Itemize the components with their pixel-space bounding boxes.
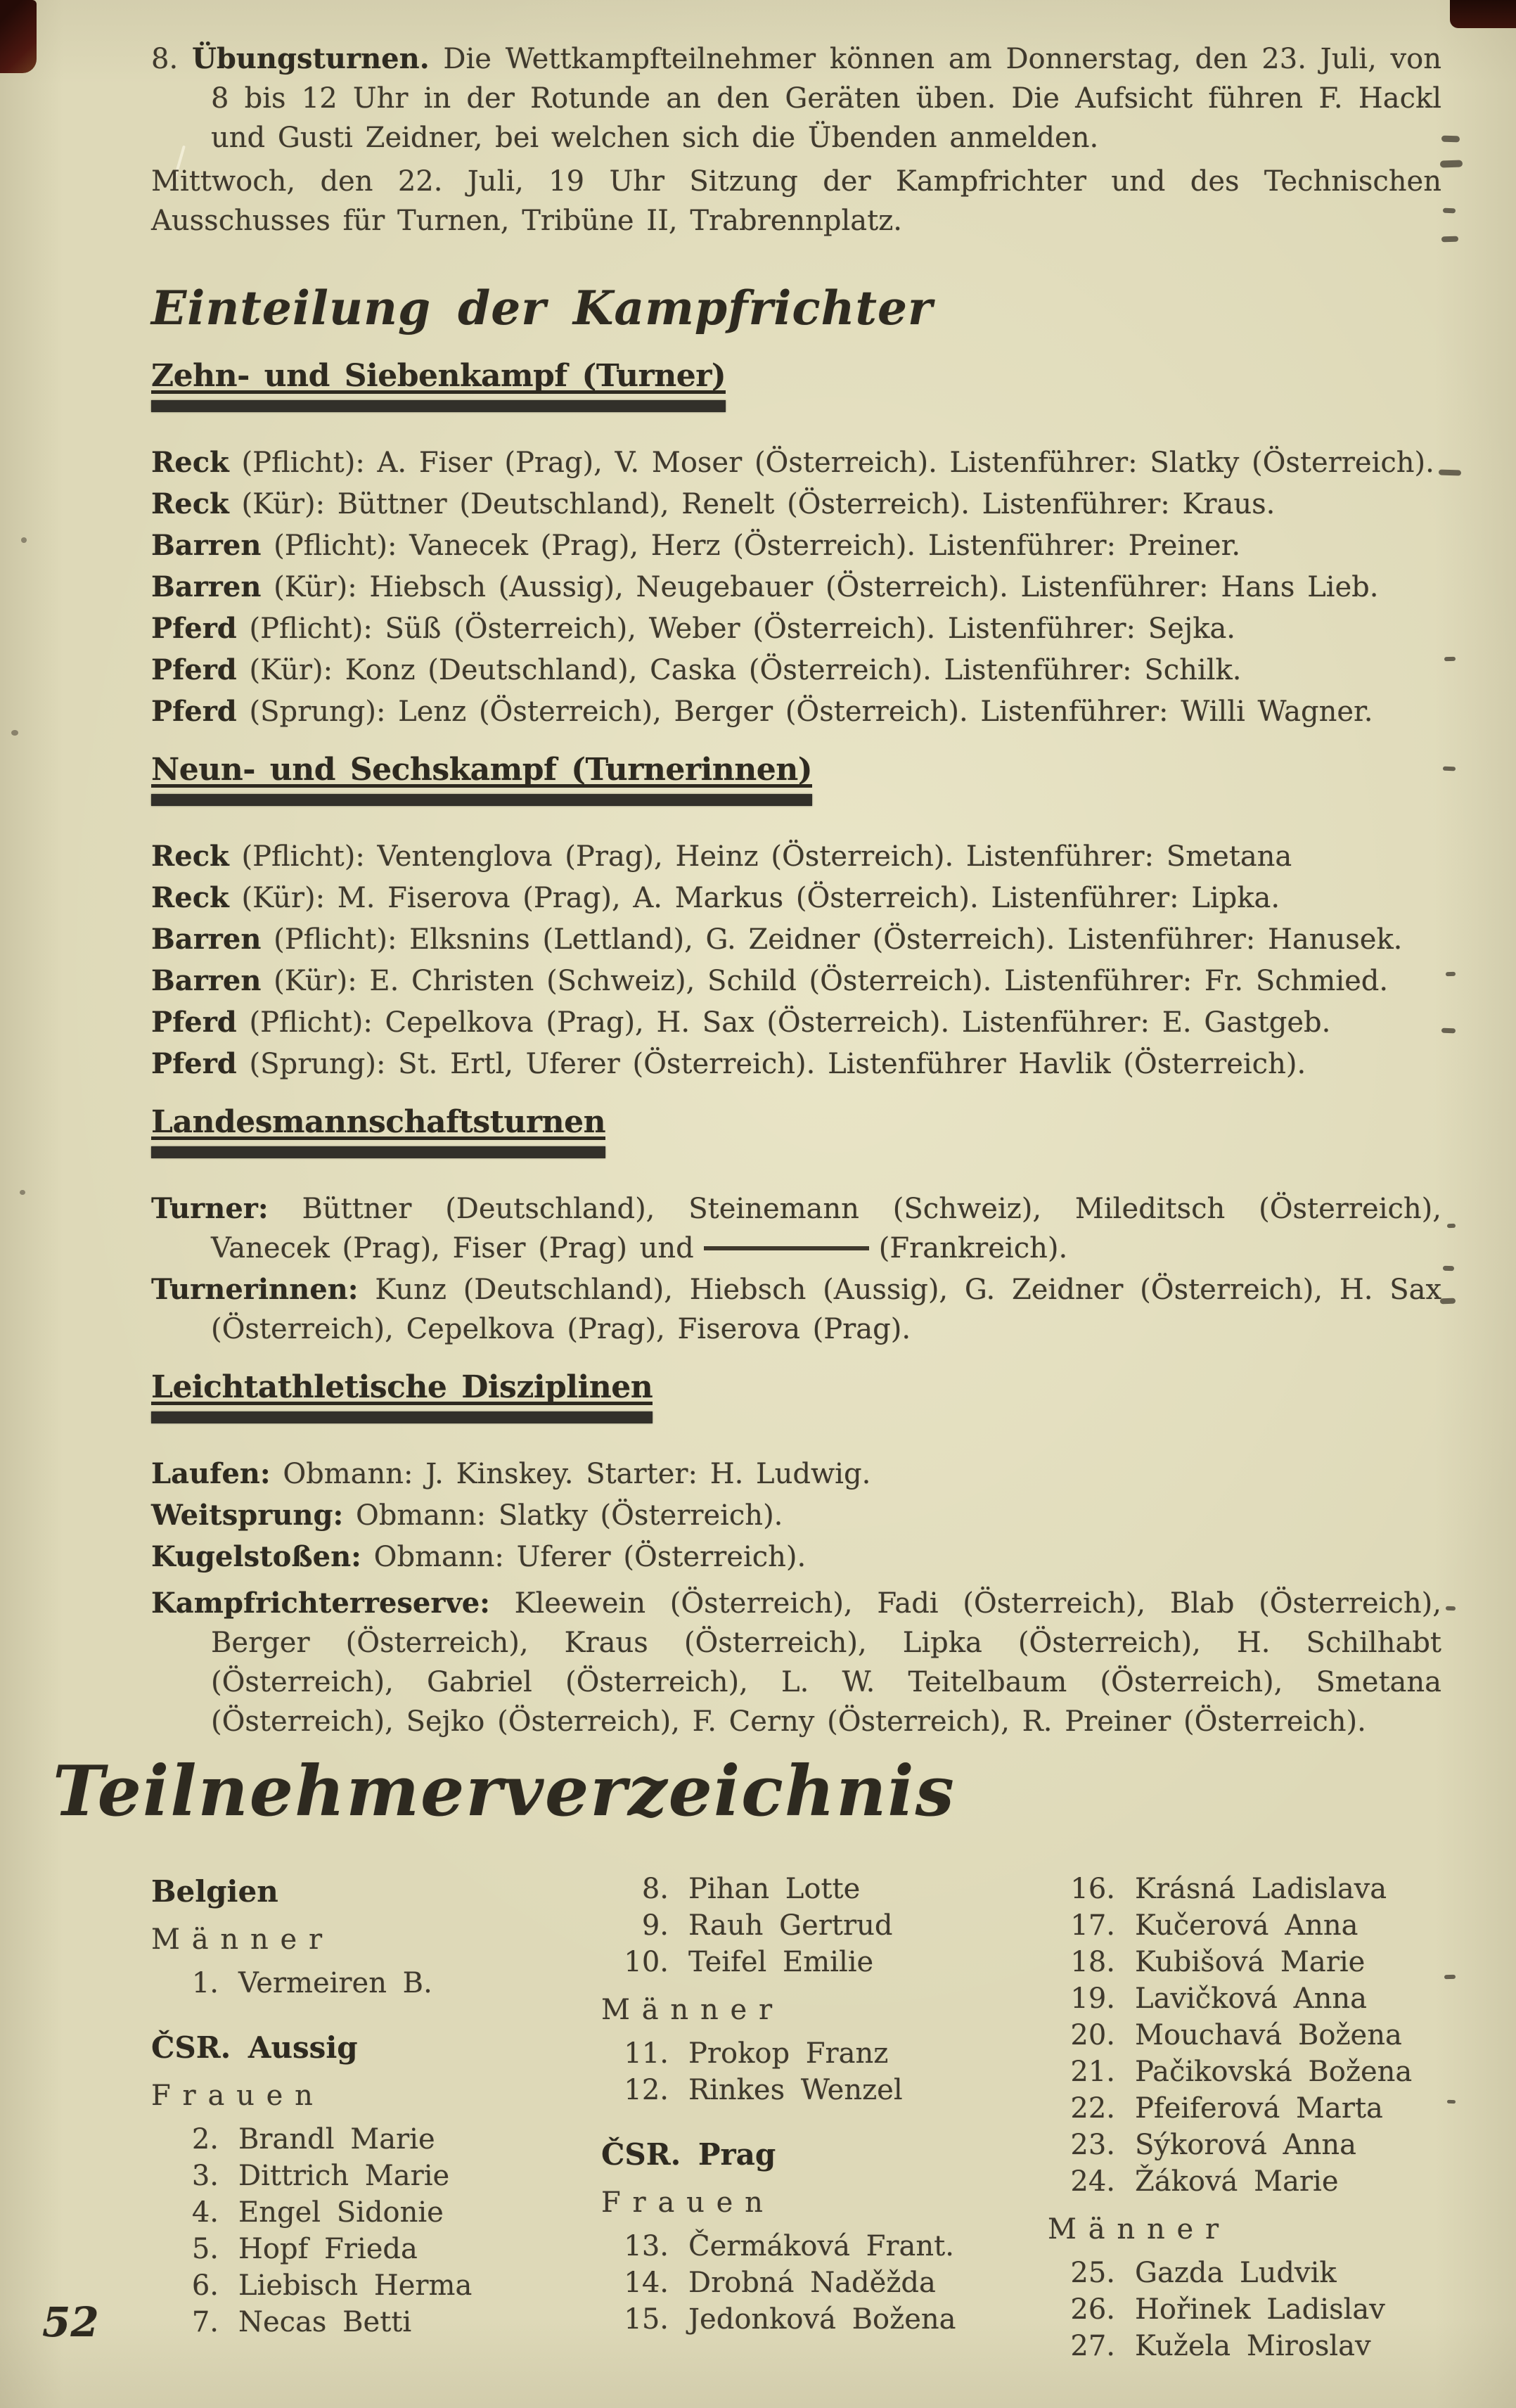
participant-number: 2. (191, 2123, 219, 2156)
participant-entry (1048, 2255, 1441, 2291)
gender-heading: Männer (1048, 2213, 1231, 2246)
participant-entry (151, 2304, 601, 2340)
participant-entry (1048, 1871, 1441, 1907)
participant-name: Kučerová Anna (1135, 1909, 1358, 1942)
assignment-label: Barren (151, 529, 262, 562)
participant-number: 11. (624, 2037, 669, 2070)
participants-column (1048, 1871, 1441, 2364)
participant-name: Žáková Marie (1135, 2165, 1339, 2198)
assignment-label: Reck (151, 446, 229, 479)
participant-entry (1048, 1907, 1441, 1944)
participant-entry (601, 1907, 1048, 1944)
scan-smudge (1440, 160, 1463, 167)
participant-number: 26. (1070, 2293, 1115, 2326)
participant-number: 10. (624, 1946, 669, 1978)
participant-number: 22. (1070, 2092, 1115, 2125)
participants-column (151, 1871, 601, 2340)
participant-number: 9. (641, 1909, 669, 1942)
participant-number: 4. (191, 2196, 219, 2229)
participant-name: Prokop Franz (688, 2037, 889, 2070)
participant-number: 6. (191, 2269, 219, 2302)
judges-group (151, 1370, 1441, 1741)
blank-name-rule (704, 1246, 869, 1250)
assignment-label: Reck (151, 487, 229, 520)
participant-entry (1048, 2017, 1441, 2054)
judges-section-title: Einteilung der Kampfrichter (151, 281, 933, 335)
assignment-label: Barren (151, 923, 262, 956)
judge-assignment-item: Barren (Pflicht): Vanecek (Prag), Herz (Österreich). Listenführer: Preiner. (151, 529, 1241, 562)
scan-smudge (1443, 1266, 1454, 1272)
judge-assignment-item: Barren (Kür): Hiebsch (Aussig), Neugebauer (Österreich). Listenführer: Hans Lieb. (151, 570, 1379, 603)
participant-entry (151, 2231, 601, 2267)
participant-number: 23. (1070, 2129, 1115, 2161)
participant-entry (1048, 1944, 1441, 1980)
scan-smudge (1441, 136, 1460, 143)
scan-smudge (1441, 236, 1458, 243)
participants-title: Teilnehmerverzeichnis (53, 1751, 956, 1832)
assignment-label: Pferd (151, 1006, 237, 1039)
judge-assignment-item: Reck (Pflicht): A. Fiser (Prag), V. Moser (Österreich). Listenführer: Slatky (Österreich). (151, 446, 1434, 479)
participant-entry (601, 2228, 1048, 2265)
assignment-label: Kampfrichterreserve: (151, 1587, 490, 1620)
participant-number: 18. (1070, 1946, 1115, 1978)
participant-entry (601, 1944, 1048, 1980)
paper-speck (11, 730, 18, 736)
participant-number: 16. (1070, 1873, 1115, 1905)
participant-name: Sýkorová Anna (1135, 2129, 1356, 2161)
gender-heading: Männer (151, 1923, 334, 1956)
participant-entry (151, 2158, 601, 2194)
participant-name: Drobná Naděžda (688, 2267, 936, 2299)
gender-heading: Frauen (151, 2080, 325, 2112)
group-heading: Zehn- und Siebenkampf (Turner) (151, 358, 726, 394)
assignment-label: Barren (151, 964, 262, 997)
assignment-label: Turner: (151, 1192, 269, 1225)
paper-speck (20, 1190, 25, 1195)
participant-name: Vermeiren B. (238, 1967, 432, 1999)
group-items (151, 1189, 1441, 1349)
scan-smudge (1444, 657, 1456, 662)
participant-number: 14. (624, 2267, 669, 2299)
participant-name: Pačikovská Božena (1135, 2056, 1413, 2088)
assignment-label: Turnerinnen: (151, 1273, 359, 1306)
judge-assignment-item: Pferd (Pflicht): Süß (Österreich), Weber (Österreich). Listenführer: Sejka. (151, 612, 1236, 645)
judge-assignment-item: Barren (Pflicht): Elksnins (Lettland), G. Zeidner (Österreich). Listenführer: Hanusek. (151, 923, 1403, 956)
judge-assignment-item: Reck (Kür): M. Fiserova (Prag), A. Markus (Österreich). Listenführer: Lipka. (151, 881, 1280, 914)
judge-assignment-item: Reck (Kür): Büttner (Deutschland), Renelt (Österreich). Listenführer: Kraus. (151, 487, 1276, 520)
gender-heading: Frauen (601, 2186, 775, 2219)
participant-number: 25. (1070, 2257, 1115, 2289)
participant-number: 19. (1070, 1983, 1115, 2015)
participant-name: Jedonková Božena (688, 2303, 956, 2336)
scan-mark-top-right (1450, 0, 1516, 28)
participant-name: Mouchavá Božena (1135, 2019, 1402, 2051)
participant-number: 27. (1070, 2330, 1115, 2362)
participant-number: 13. (624, 2230, 669, 2262)
assignment-label: Pferd (151, 1047, 237, 1080)
participant-name: Liebisch Herma (238, 2269, 473, 2302)
participant-number: 20. (1070, 2019, 1115, 2051)
intro-item-number: 8. (151, 43, 179, 75)
participant-name: Teifel Emilie (688, 1946, 874, 1978)
assignment-label: Pferd (151, 612, 237, 645)
participant-entry (601, 2035, 1048, 2072)
participant-entry (1048, 2090, 1441, 2127)
judge-assignment-item: Kampfrichterreserve: Kleewein (Österreich), Fadi (Österreich), Blab (Österreich), Berger (Österreich), Kraus (Österreich), Lipka (Österreich), H. Schilhabt (Österreich), Gabriel (Österreich), L. W. Teitelbaum (Österreich), Smetana (Österreich), Sejko (Österreich), F. Cerny (Österreich), R. Preiner (Österreich). (151, 1587, 1442, 1738)
participant-number: 5. (191, 2233, 219, 2265)
participant-name: Engel Sidonie (238, 2196, 444, 2229)
participant-number: 8. (641, 1873, 669, 1905)
participant-name: Pfeiferová Marta (1135, 2092, 1383, 2125)
judge-assignment-item: Pferd (Kür): Konz (Deutschland), Caska (Österreich). Listenführer: Schilk. (151, 653, 1242, 686)
assignment-label: Pferd (151, 695, 237, 728)
participant-name: Kužela Miroslav (1135, 2330, 1371, 2362)
country-heading: ČSR. Prag (601, 2137, 776, 2172)
participant-name: Dittrich Marie (238, 2160, 450, 2192)
participant-number: 24. (1070, 2165, 1115, 2198)
participant-entry (1048, 2127, 1441, 2163)
paper-speck (21, 537, 27, 543)
participant-name: Gazda Ludvik (1135, 2257, 1337, 2289)
gender-heading: Männer (601, 1994, 784, 2026)
group-heading: Landesmannschaftsturnen (151, 1104, 606, 1140)
judge-assignment-item: Turner: Büttner (Deutschland), Steinemann (Schweiz), Mileditsch (Österreich), Vanecek (Prag), Fiser (Prag) und (Frankreich). (151, 1192, 1441, 1264)
assignment-label: Reck (151, 881, 229, 914)
scan-smudge (1443, 208, 1456, 214)
participant-entry (151, 2121, 601, 2158)
scan-smudge (1447, 1224, 1456, 1228)
judge-assignment-item: Pferd (Sprung): St. Ertl, Uferer (Österreich). Listenführer Havlik (Österreich). (151, 1047, 1306, 1080)
scan-smudge (1440, 1298, 1456, 1305)
judge-assignment-item: Pferd (Pflicht): Cepelkova (Prag), H. Sax (Österreich). Listenführer: E. Gastgeb. (151, 1006, 1331, 1039)
participant-name: Brandl Marie (238, 2123, 435, 2156)
assignment-label: Pferd (151, 653, 237, 686)
assignment-label: Barren (151, 570, 262, 603)
participant-name: Čermáková Frant. (688, 2230, 954, 2262)
intro-item-text: Die Wettkampfteilnehmer können am Donnerstag, den 23. Juli, von 8 bis 12 Uhr in der Rotunde an den Geräten üben. Die Aufsicht führen F. Hackl und Gusti Zeidner, bei welchen sich die Übenden anmelden. (211, 43, 1441, 154)
participant-name: Necas Betti (238, 2306, 412, 2338)
participant-number: 15. (624, 2303, 669, 2336)
participant-entry (151, 2194, 601, 2231)
group-items (151, 837, 1441, 1084)
judges-group (151, 1105, 1441, 1349)
scan-smudge (1446, 1606, 1456, 1610)
participant-number: 17. (1070, 1909, 1115, 1942)
judge-assignment-item: Weitsprung: Obmann: Slatky (Österreich). (151, 1499, 783, 1532)
participant-number: 7. (191, 2306, 219, 2338)
country-heading: Belgien (151, 1874, 278, 1909)
group-items (151, 1454, 1441, 1741)
assignment-label: Kugelstoßen: (151, 1540, 361, 1573)
big-title-spacer (53, 1751, 1441, 1855)
scan-smudge (1439, 469, 1461, 475)
assignment-label: Weitsprung: (151, 1499, 344, 1532)
participant-entry (601, 2301, 1048, 2338)
country-heading: ČSR. Aussig (151, 2030, 358, 2065)
participant-entry (1048, 2054, 1441, 2090)
participant-entry (151, 1965, 601, 2002)
group-items (151, 443, 1441, 731)
scan-smudge (1443, 767, 1456, 771)
scan-mark-top-left (0, 0, 37, 73)
participant-entry (601, 2072, 1048, 2108)
judge-assignment-item: Pferd (Sprung): Lenz (Österreich), Berger (Österreich). Listenführer: Willi Wagner. (151, 695, 1373, 728)
scan-smudge (1441, 1028, 1456, 1034)
assignment-label: Laufen: (151, 1457, 271, 1490)
scan-smudge (1446, 972, 1456, 976)
participant-name: Lavičková Anna (1135, 1983, 1367, 2015)
assignment-label: Reck (151, 840, 229, 873)
judges-group (151, 359, 1441, 731)
participant-entry (601, 2265, 1048, 2301)
participant-number: 21. (1070, 2056, 1115, 2088)
participant-entry (601, 1871, 1048, 1907)
participant-entry (1048, 2291, 1441, 2328)
judge-assignment-item: Kugelstoßen: Obmann: Uferer (Österreich). (151, 1540, 807, 1573)
participant-entry (1048, 1980, 1441, 2017)
participant-number: 1. (191, 1967, 219, 1999)
intro-paragraph (151, 39, 1441, 158)
group-heading: Leichtathletische Disziplinen (151, 1369, 653, 1405)
participant-name: Kubišová Marie (1135, 1946, 1366, 1978)
scan-smudge (1447, 2100, 1456, 2103)
participant-entry (1048, 2328, 1441, 2364)
group-heading: Neun- und Sechskampf (Turnerinnen) (151, 752, 813, 788)
participant-name: Pihan Lotte (688, 1873, 861, 1905)
intro-item-title: Übungsturnen. (191, 42, 430, 75)
participant-name: Rinkes Wenzel (688, 2074, 903, 2106)
judge-assignment-item: Turnerinnen: Kunz (Deutschland), Hiebsch (Aussig), G. Zeidner (Österreich), H. Sax (Österreich), Cepelkova (Prag), Fiserova (Prag). (151, 1273, 1442, 1345)
participant-number: 3. (191, 2160, 219, 2192)
judge-assignment-item: Barren (Kür): E. Christen (Schweiz), Schild (Österreich). Listenführer: Fr. Schmied. (151, 964, 1389, 997)
participant-name: Rauh Gertrud (688, 1909, 893, 1942)
participants-columns (151, 1871, 1441, 2364)
participant-name: Hopf Frieda (238, 2233, 418, 2265)
judges-group (151, 752, 1441, 1084)
participants-column (601, 1871, 1048, 2338)
participant-entry (151, 2267, 601, 2304)
scan-smudge (1444, 1975, 1456, 1980)
participant-number: 12. (624, 2074, 669, 2106)
meeting-note-paragraph: Mittwoch, den 22. Juli, 19 Uhr Sitzung der Kampfrichter und des Technischen Ausschusses für Turnen, Tribüne II, Trabrennplatz. (151, 165, 1441, 237)
page-number: 52 (42, 2298, 99, 2346)
participant-name: Hořinek Ladislav (1135, 2293, 1385, 2326)
participant-name: Krásná Ladislava (1135, 1873, 1387, 1905)
judge-assignment-item: Laufen: Obmann: J. Kinskey. Starter: H. Ludwig. (151, 1457, 871, 1490)
participant-entry (1048, 2163, 1441, 2200)
judge-assignment-item: Reck (Pflicht): Ventenglova (Prag), Heinz (Österreich). Listenführer: Smetana (151, 840, 1292, 873)
